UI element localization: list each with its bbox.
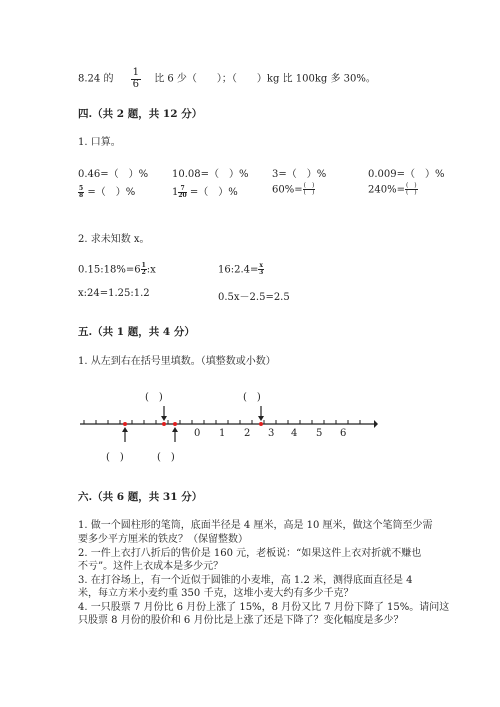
answer-blank-a[interactable]: ( )	[106, 452, 124, 463]
q4-2-label: 2. 求未知数 x。	[78, 234, 150, 245]
fraction-denominator: ( )	[405, 189, 417, 197]
calc-r2-c1-rest: =（ ）%	[87, 187, 136, 198]
calc-r1-c1: 0.46=（ ）%	[78, 169, 149, 180]
fraction-x-3	[258, 263, 264, 277]
answer-blank-b[interactable]: ( )	[145, 392, 163, 403]
tick-label-5: 5	[316, 428, 323, 439]
fraction-denominator: ( )	[303, 189, 315, 197]
fraction-numerator: x	[259, 262, 263, 269]
calc-r2-c1	[78, 183, 135, 199]
fraction-numerator: 1	[132, 67, 140, 78]
tick-label-2: 2	[244, 428, 251, 439]
equation-1-right: :x	[146, 264, 156, 276]
calc-r1-c2: 10.08=（ ）%	[172, 169, 249, 180]
answer-blank-c[interactable]: ( )	[157, 452, 175, 463]
arrow-up-a-head	[122, 427, 128, 432]
point-b	[162, 422, 166, 426]
fraction-numerator: ( )	[303, 182, 315, 189]
equation-3: x:24=1.25:1.2	[78, 288, 150, 299]
answer-blank-d[interactable]: ( )	[243, 392, 261, 403]
arrow-up-c-head	[172, 427, 178, 432]
question-line-8-24	[78, 68, 376, 90]
tick-label-3: 3	[268, 428, 275, 439]
number-line-arrow	[374, 420, 378, 428]
text-compare: 比 6 少（ ）；（ ）kg 比 100kg 多 30%。	[154, 73, 376, 85]
q6-1-line-a: 1. 做一个圆柱形的笔筒，底面半径是 4 厘米，高是 10 厘米，做这个笔筒至少需	[78, 520, 433, 531]
q6-3-line-b: 米，每立方米小麦约重 350 千克，这堆小麦大约有多少千克？	[78, 588, 354, 599]
calc-r1-c3: 3=（ ）%	[272, 169, 327, 180]
calc-r2-c4-left: 240%=	[368, 184, 405, 196]
q5-1-label: 1. 从左到右在括号里填数。（填整数或小数）	[78, 356, 276, 367]
fraction-numerator: 7	[178, 186, 186, 193]
fraction-numerator: 5	[79, 184, 84, 192]
mixed-integer: 1	[172, 187, 179, 198]
calc-r2-c2-rest: =（ ）%	[189, 187, 238, 198]
tick-label-6: 6	[340, 428, 347, 439]
section-4-title: 四.（共 2 题，共 12 分）	[78, 108, 203, 120]
section-6-title: 六.（共 6 题，共 31 分）	[78, 491, 203, 503]
fraction-numerator: 1	[141, 262, 146, 269]
equation-2	[218, 263, 264, 277]
fraction-5-8	[78, 186, 84, 200]
section-5-title: 五.（共 1 题，共 4 分）	[78, 326, 195, 338]
tick-label-4: 4	[291, 428, 298, 439]
point-a	[123, 422, 127, 426]
fraction-denominator: 2	[141, 269, 146, 277]
fraction-blank	[405, 183, 418, 197]
fraction-denominator: 6	[132, 78, 140, 90]
q4-1-label: 1. 口算。	[78, 137, 121, 148]
q6-2-line-b: 不亏”。这件上衣成本是多少元？	[78, 561, 224, 572]
q6-4-line-b: 只股票 8 月份的股价和 6 月份比是上涨了还是下降了？变化幅度是多少？	[78, 615, 404, 626]
calc-r1-c4: 0.009=（ ）%	[368, 169, 445, 180]
point-c	[173, 422, 177, 426]
equation-1-left: 0.15:18%=6	[78, 264, 141, 276]
calc-r2-c4	[368, 183, 418, 197]
calc-r2-c3-left: 60%=	[272, 184, 303, 196]
equation-2-left: 16:2.4=	[218, 264, 259, 276]
tick-label-1: 1	[219, 428, 226, 439]
fraction-denominator: 8	[79, 192, 84, 199]
fraction-denominator: 20	[178, 192, 187, 199]
calc-r2-c2	[172, 183, 238, 199]
q6-4-line-a: 4. 一只股票 7 月份比 6 月份上涨了 15%，8 月份又比 7 月份下降了 15%。请问这	[78, 602, 450, 613]
fraction-blank	[303, 183, 316, 197]
number-line-figure	[78, 380, 378, 470]
arrow-down-d-head	[258, 416, 264, 421]
q6-2-line-a: 2. 一件上衣打八折后的售价是 160 元，老板说：“如果这件上衣对折就不赚也	[78, 548, 422, 559]
equation-4: 0.5x－2.5=2.5	[218, 292, 290, 303]
fraction-denominator: 3	[259, 269, 264, 277]
tick-label-0: 0	[194, 428, 201, 439]
fraction-one-sixth	[131, 68, 141, 90]
fraction-numerator: ( )	[405, 182, 417, 189]
fraction-7-20	[178, 186, 186, 200]
calc-r2-c3	[272, 183, 315, 197]
equation-1	[78, 263, 156, 277]
q6-3-line-a: 3. 在打谷场上，有一个近似于圆锥的小麦堆，高 1.2 米，测得底面直径是 4	[78, 575, 413, 586]
q6-1-line-b: 要多少平方厘米的铁皮？（保留整数）	[78, 534, 248, 545]
text-8-24: 8.24 的	[78, 73, 114, 85]
arrow-down-b-head	[161, 416, 167, 421]
point-d	[259, 422, 263, 426]
